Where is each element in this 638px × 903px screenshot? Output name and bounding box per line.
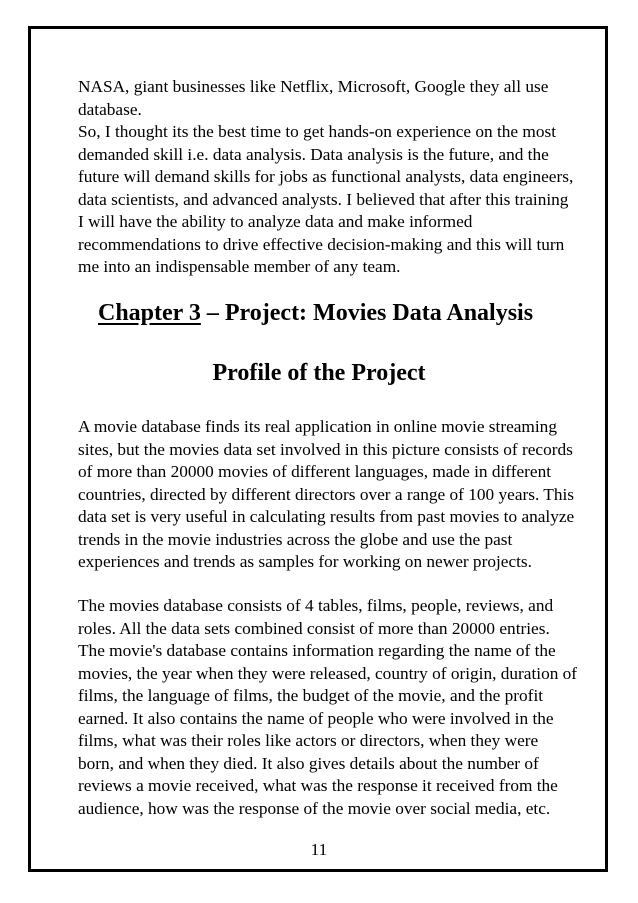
intro-paragraph-1: NASA, giant businesses like Netflix, Microsoft, Google they all use database.: [78, 77, 549, 119]
body-paragraph-block-2: [78, 595, 578, 820]
body-paragraph-1: A movie database finds its real application in online movie streaming sites, but the movies data set involved in this picture consists of records of more than 20000 movies of different languages, made in different countries, directed by different directors over a range of 100 years. This data set is very useful in calculating results from past movies to analyze trends in the movie industries across the globe and use the past experiences and trends as samples for working on newer projects.: [78, 417, 575, 571]
intro-text-block: [78, 76, 578, 279]
section-heading: Profile of the Project: [212, 360, 426, 386]
page-number: 11: [310, 840, 328, 859]
body-paragraph-2: The movies database consists of 4 tables, films, people, reviews, and roles. All the data sets combined consist of more than 20000 entries. The movie's database contains information regarding the name of the movies, the year when they were released, country of origin, duration of films, the language of films, the budget of the movie, and the profit earned. It also contains the name of people who were involved in the films, what was their roles like actors or directors, when they were born, and when they died. It also gives details about the number of reviews a movie received, what was the response it received from the audience, how was the response of the movie over social media, etc.: [78, 596, 578, 818]
chapter-number: Chapter 3: [98, 300, 201, 326]
chapter-heading: [98, 298, 558, 328]
intro-paragraph-2: So, I thought its the best time to get hands-on experience on the most demanded skill i.e. data analysis. Data analysis is the future, and the future will demand skills for jobs as functional analysts, data engineers, data scientists, and advanced analysts. I believed that after this training I will have the ability to analyze data and make informed recommendations to drive effective decision-making and this will turn me into an indispensable member of any team.: [78, 122, 574, 276]
body-paragraph-block-1: [78, 416, 578, 574]
chapter-title: – Project: Movies Data Analysis: [200, 300, 534, 326]
